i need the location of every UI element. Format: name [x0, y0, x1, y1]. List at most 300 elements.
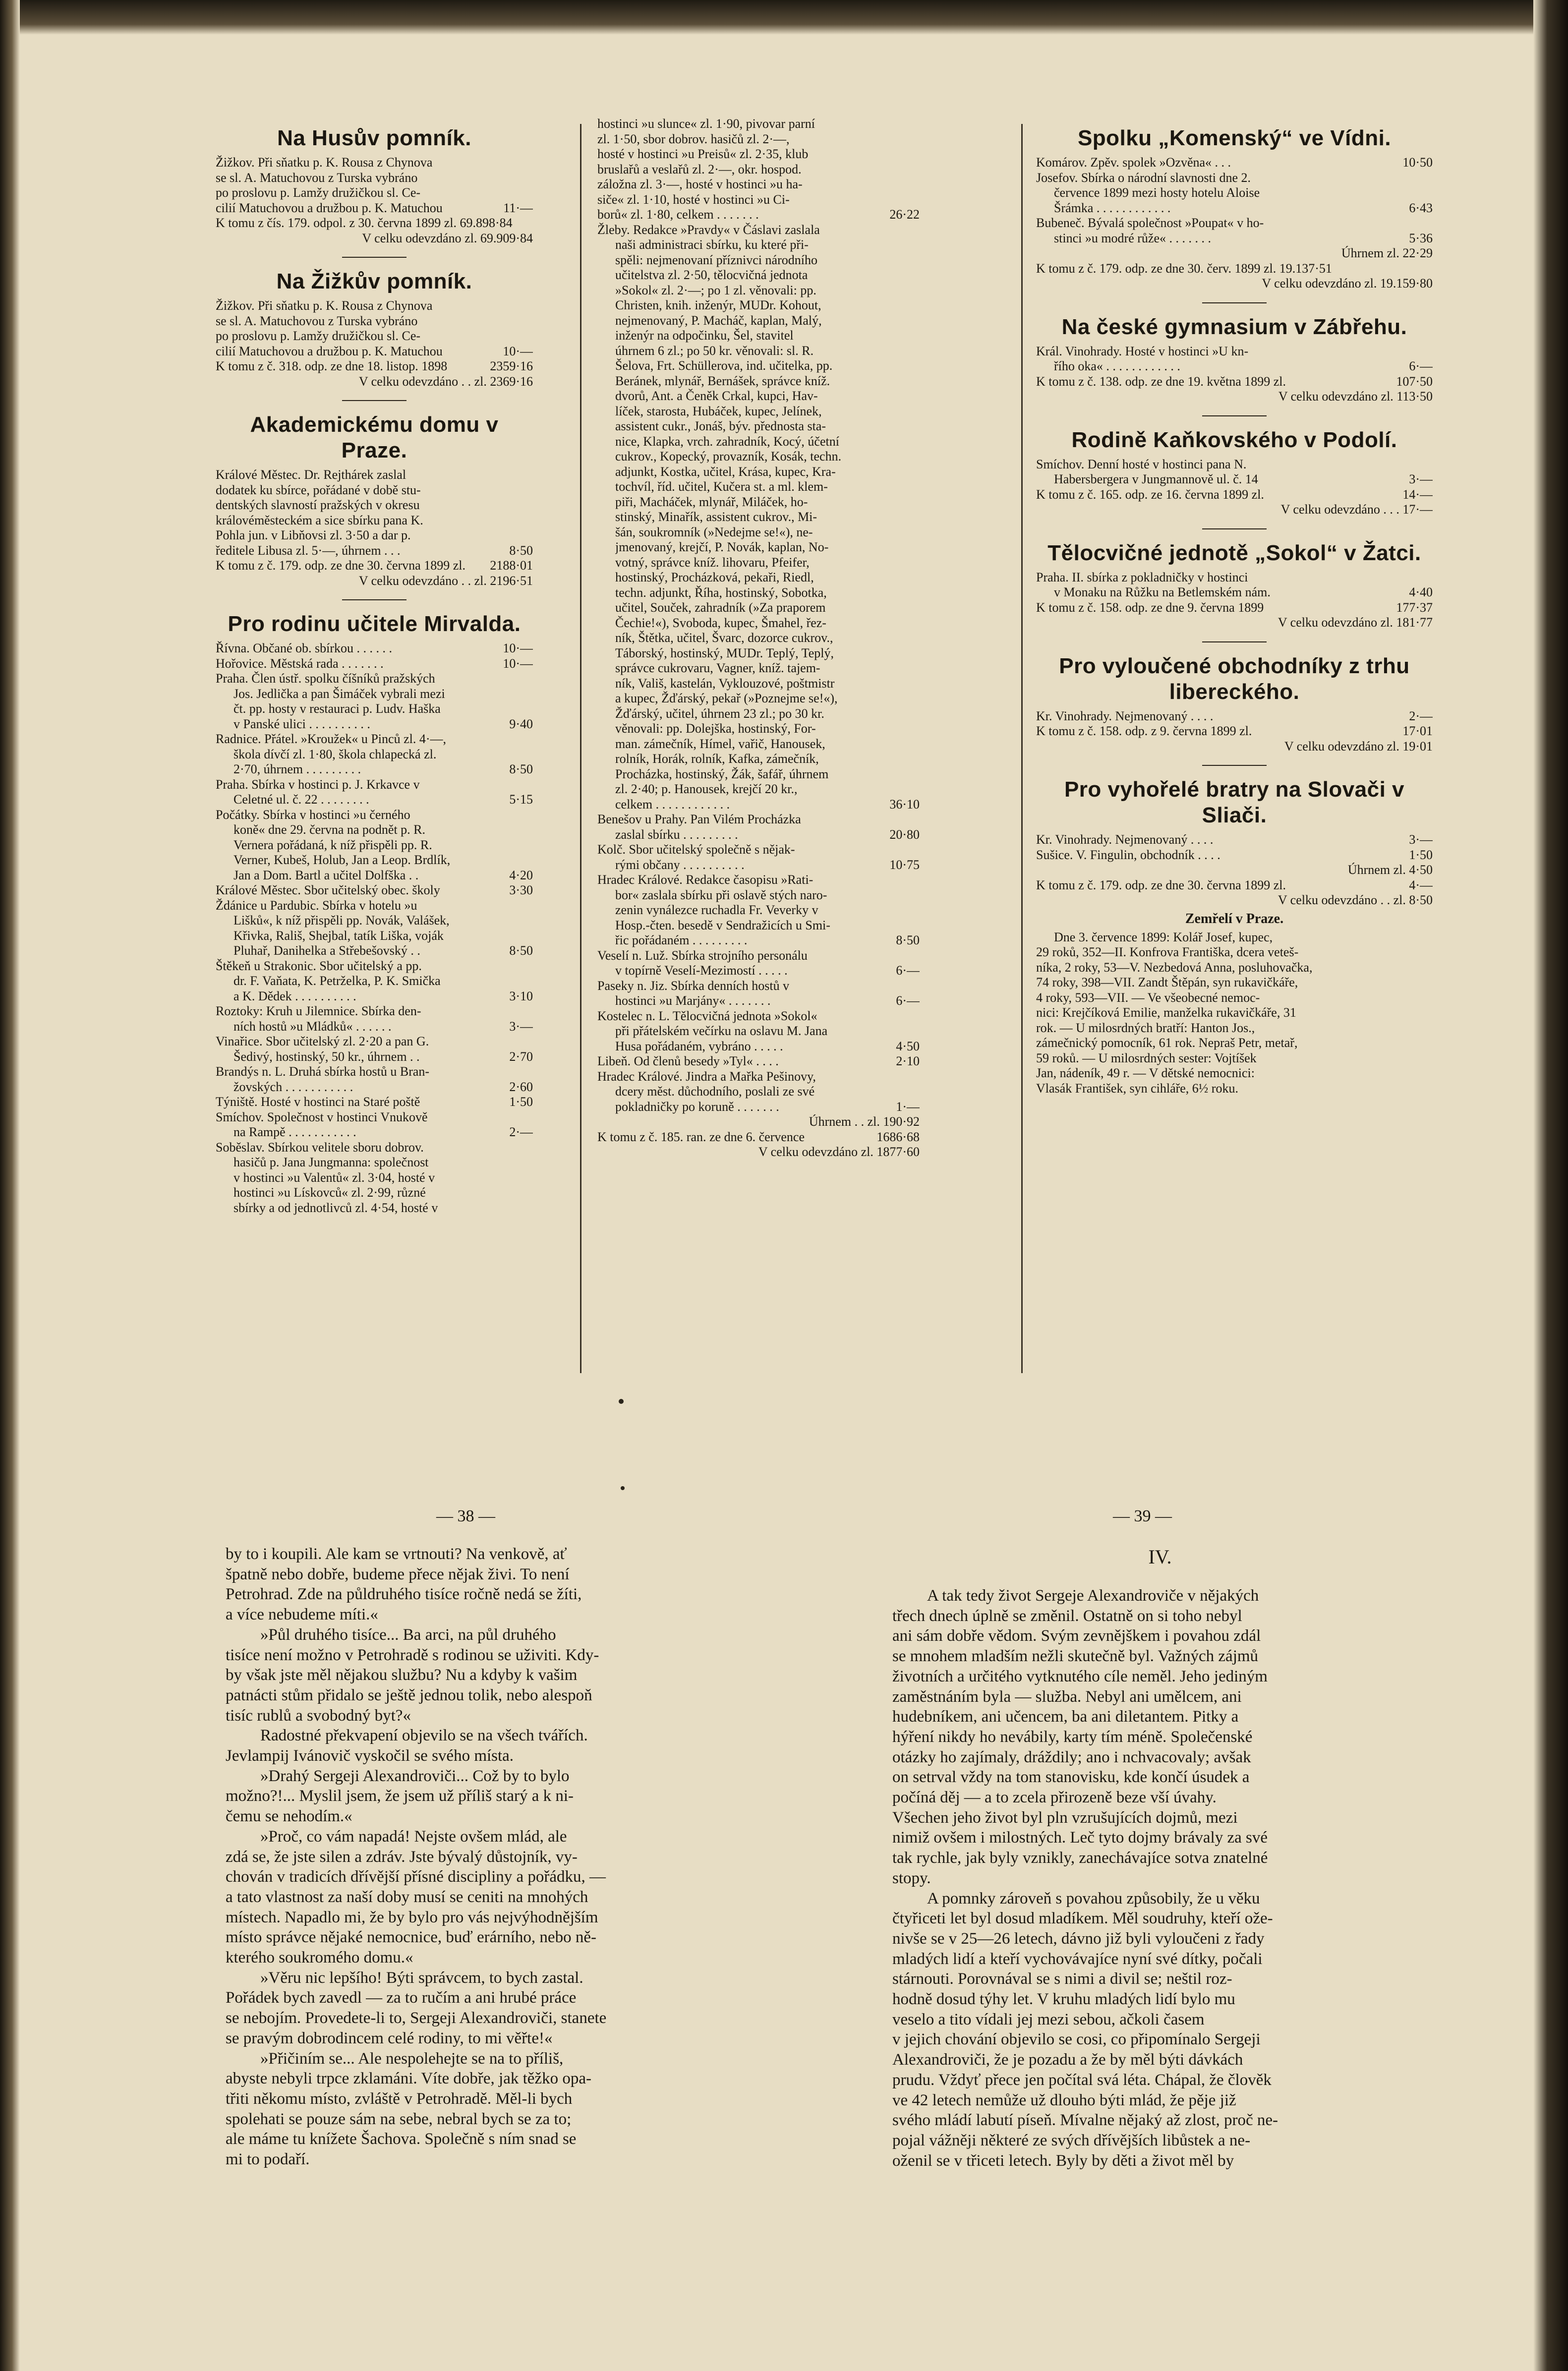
- entry-line: [597, 872, 920, 888]
- entry-line: [1036, 709, 1433, 724]
- entry-line: [597, 1024, 920, 1039]
- entry-text: Bubeneč. Bývalá společnost »Poupat« v ho-: [1036, 216, 1264, 230]
- prose-line: stárnouti. Porovnával se s nimi a divil se; neštil roz-: [892, 1970, 1232, 1988]
- prose-line: tisíce není možno v Petrohradě s rodinou se uživiti. Kdy-: [226, 1646, 599, 1664]
- entry-text: votný, správce kníž. lihovaru, Pfeifer,: [615, 555, 810, 570]
- entry-line: [597, 827, 920, 843]
- entry-line: [1036, 848, 1433, 863]
- entry-line: [216, 1140, 533, 1156]
- entry-line: [216, 1034, 533, 1049]
- entry-text: Komárov. Zpěv. spolek »Ozvěna« . . .: [1036, 155, 1231, 170]
- section-heading: Na české gymnasium v Zábřehu.: [1061, 314, 1407, 339]
- ink-mark: [619, 1399, 624, 1404]
- entry-line: [597, 646, 920, 661]
- entry-line: [597, 223, 920, 238]
- entry-text: učitelstva zl. 2·50, tělocvičná jednota: [615, 268, 808, 282]
- entry-text: zámečnický pomocník, 61 rok. Nepraš Petr, metař,: [1036, 1036, 1298, 1050]
- entry-line: [216, 883, 533, 898]
- entry-text: cukrov., Kopecký, provazník, Kosák, techn.: [615, 449, 842, 463]
- entry-line: [216, 974, 533, 989]
- entry-text: níka, 2 roky, 53—V. Nezbedová Anna, posluhovačka,: [1036, 960, 1313, 975]
- entry-text: Roztoky: Kruh u Jilemnice. Sbírka den-: [216, 1004, 421, 1018]
- entry-line: [597, 797, 920, 812]
- section-rule: [342, 257, 407, 258]
- entry-text: zl. 1·50, sbor dobrov. hasičů zl. 2·—,: [597, 131, 790, 146]
- section-rule: [1202, 528, 1267, 529]
- entry-text: a K. Dědek . . . . . . . . . .: [233, 988, 356, 1003]
- scan-left-edge: [0, 0, 20, 2371]
- entry-text: 59 roků. — U milosrdných sester: Vojtíšek: [1036, 1050, 1257, 1065]
- prose-line: počíná děj — a to zcela přirozeně beze vší úvahy.: [892, 1789, 1217, 1807]
- entry-line: [216, 928, 533, 944]
- prose-line: prudu. Vždyť přece jen počítal svá léta. Chápal, že člověk: [892, 2071, 1272, 2089]
- entry-amount: 8·50: [509, 762, 533, 776]
- prose-line: tak rychle, jak byly vznikly, zanechávajíce sotva znatelné: [892, 1849, 1268, 1867]
- prose-line: »Proč, co vám napadá! Nejste ovšem mlád, ale: [260, 1827, 567, 1846]
- entry-text: Vlasák František, syn cihláře, 6½ roku.: [1036, 1081, 1238, 1096]
- entry-line: [1036, 231, 1433, 246]
- entry-text: Vinařice. Sbor učitelský zl. 2·20 a pan G.: [216, 1034, 429, 1048]
- entry-amount: 177·37: [1396, 600, 1433, 615]
- entry-text: Křivka, Rališ, Shejbal, tatík Liška, voják: [233, 928, 444, 943]
- entry-line: [216, 717, 533, 732]
- entry-text: Benešov u Prahy. Pan Vilém Procházka: [597, 812, 801, 826]
- entry-text: Procházka, hostinský, Žák, šafář, úhrnem: [615, 766, 829, 781]
- entry-amount: 14·—: [1402, 487, 1433, 502]
- entry-text: K tomu z č. 179. odp. ze dne 30. červ. 1899 zl. 19.137·51: [1036, 261, 1332, 276]
- entry-amount: 4·20: [509, 867, 533, 882]
- prose-line: Alexandroviči, že je pozadu a že by měl býti dávkách: [892, 2051, 1243, 2069]
- entry-text: rými občany . . . . . . . . . .: [615, 857, 745, 872]
- entry-line: [597, 283, 920, 298]
- donation-column-1: [216, 116, 533, 1215]
- entry-line: [597, 479, 920, 495]
- section-heading: Tělocvičné jednotě „Sokol“ v Žatci.: [1047, 540, 1421, 565]
- entry-text: Libeň. Od členů besedy »Tyl« . . . .: [597, 1054, 779, 1068]
- entry-text: hosté v hostinci »u Preisů« zl. 2·35, klub: [597, 147, 809, 161]
- entry-line: [1036, 945, 1433, 960]
- entry-text: řího oka« . . . . . . . . . . . .: [1054, 359, 1180, 373]
- section-heading: Spolku „Komenský“ ve Vídni.: [1077, 126, 1392, 150]
- entry-line: [597, 1054, 920, 1069]
- entry-amount: 10·—: [503, 641, 533, 655]
- entry-amount: 20·80: [889, 827, 920, 842]
- total-line: [216, 374, 533, 390]
- entry-text: Josefov. Sbírka o národní slavnosti dne 2.: [1036, 170, 1251, 185]
- scan-top-edge: [0, 0, 1568, 35]
- entry-amount: 36·10: [889, 797, 920, 811]
- scan-right-edge: [1533, 0, 1568, 2371]
- entry-text: ních hostů »u Mládků« . . . . . .: [233, 1019, 392, 1034]
- total-text: V celku odevzdáno . . zl. 2196·51: [358, 573, 533, 588]
- total-line: [597, 1145, 920, 1160]
- entry-text: ředitele Libusa zl. 5·—, úhrnem . . .: [216, 543, 401, 558]
- entry-line: [597, 858, 920, 873]
- entry-text: bor« zaslala sbírku při oslavě stých naro-: [615, 887, 827, 902]
- entry-text: 74 roky, 398—VII. Zandt Štěpán, syn rukavičkáře,: [1036, 975, 1298, 989]
- entry-text: Hradec Králové. Redakce časopisu »Rati-: [597, 872, 813, 887]
- entry-text: assistent cukr., Jonáš, býv. přednosta sta-: [615, 419, 826, 433]
- entry-line: [1036, 878, 1433, 893]
- entry-line: [597, 253, 920, 268]
- entry-line: [597, 510, 920, 525]
- entry-line: [216, 344, 533, 359]
- entry-text: škola dívčí zl. 1·80, škola chlapecká zl.: [233, 747, 437, 761]
- entry-text: Králové Městec. Dr. Rejthárek zaslal: [216, 467, 407, 482]
- entry-text: Kostelec n. L. Tělocvičná jednota »Sokol«: [597, 1008, 817, 1023]
- entry-line: [597, 842, 920, 858]
- entry-text: spěli: nejmenovaní příznivci národního: [615, 252, 817, 267]
- entry-text: správce cukrovaru, Vagner, kníž. tajem-: [615, 661, 820, 675]
- entry-text: rolník, Horák, rolník, Kafka, zámečník,: [615, 752, 819, 766]
- entry-line: [1036, 724, 1433, 739]
- prose-line: ve 42 letech nemůže už dlouho býti mlád, že pěje již: [892, 2091, 1236, 2109]
- entry-amount: 1686·68: [876, 1129, 920, 1144]
- entry-amount: 4·50: [896, 1039, 920, 1053]
- entry-amount: 11·—: [503, 200, 533, 215]
- entry-amount: 8·50: [509, 543, 533, 558]
- entry-line: [1036, 472, 1433, 487]
- entry-line: [597, 888, 920, 903]
- page-number-left: — 38 —: [436, 1507, 495, 1525]
- prose-line: možno?!... Myslil jsem, že jsem už příliš starý a k ni-: [226, 1787, 574, 1805]
- entry-text: při přátelském večírku na oslavu M. Jana: [615, 1024, 828, 1038]
- entry-text: Týniště. Hosté v hostinci na Staré poště: [216, 1095, 420, 1109]
- entry-text: Christen, knih. inženýr, MUDr. Kohout,: [615, 298, 821, 312]
- entry-text: cilií Matuchovou a družbou p. K. Matuchou: [216, 344, 443, 358]
- entry-line: [597, 782, 920, 797]
- entry-text: Praha. II. sbírka z pokladničky v hostinci: [1036, 570, 1248, 584]
- entry-line: [1036, 374, 1433, 390]
- entry-line: [597, 661, 920, 676]
- entry-amount: 26·22: [889, 207, 920, 222]
- entry-text: zaslal sbírku . . . . . . . . .: [615, 827, 738, 842]
- entry-line: [1036, 990, 1433, 1006]
- entry-line: [597, 812, 920, 827]
- entry-line: [597, 358, 920, 374]
- entry-line: [216, 641, 533, 656]
- prose-line: A pomnky zároveň s povahou způsobily, že u věku: [927, 1889, 1260, 1908]
- entry-text: K tomu z čís. 179. odpol. z 30. června 1899 zl. 69.898·84: [216, 216, 513, 230]
- prose-line: stopy.: [892, 1869, 931, 1887]
- entry-text: nice, Klapka, vrch. zahradník, Kocý, účetní: [615, 434, 839, 449]
- entry-line: [216, 185, 533, 201]
- entry-line: [216, 868, 533, 883]
- prose-line: místo správce nějaké nemocnice, buď erárního, nebo ně-: [226, 1928, 596, 1947]
- entry-line: [597, 903, 920, 918]
- entry-amount: 1·50: [509, 1095, 533, 1109]
- entry-line: [597, 237, 920, 253]
- entry-text: inženýr na odpočinku, Šel, stavitel: [615, 328, 794, 343]
- entry-text: dentských slavností pražských v okresu: [216, 498, 420, 512]
- prose-line: se mnohem mladším nežli skutečně byl. Važných zájmů: [892, 1647, 1259, 1666]
- entry-amount: 2188·01: [490, 558, 533, 573]
- entry-amount: 2·60: [509, 1079, 533, 1094]
- prose-line: nivše se v 25—26 letech, dávno již byli vyloučeni z řady: [892, 1929, 1265, 1948]
- entry-amount: 6·—: [1409, 359, 1433, 373]
- donation-column-3: [1036, 116, 1433, 1096]
- prose-line: hýření nikdy ho nevábily, karty tím méně. Společenské: [892, 1728, 1253, 1746]
- entry-line: [216, 687, 533, 702]
- entry-text: dvorů, Ant. a Čeněk Crkal, kupci, Hav-: [615, 389, 818, 403]
- entry-line: [597, 495, 920, 510]
- entry-line: [597, 192, 920, 208]
- entry-text: Praha. Sbírka v hostinci p. J. Krkavce v: [216, 777, 420, 792]
- entry-text: v hostinci »u Valentů« zl. 3·04, hosté v: [233, 1170, 435, 1185]
- prose-line: a tato vlastnost za naší doby musí se ceniti na mnohých: [226, 1888, 588, 1906]
- entry-line: [1036, 1021, 1433, 1036]
- entry-text: K tomu z č. 158. odp. ze dne 9. června 1899: [1036, 600, 1264, 615]
- entry-line: [216, 201, 533, 216]
- entry-text: Brandýs n. L. Druhá sbírka hostů u Bran-: [216, 1064, 430, 1079]
- entry-text: Řívna. Občané ob. sbírkou . . . . . .: [216, 641, 393, 655]
- entry-amount: 8·50: [509, 943, 533, 958]
- entry-text: líček, starosta, Hubáček, kupec, Jelínek,: [615, 404, 822, 418]
- total-line: [1036, 246, 1433, 261]
- entry-text: dcery měst. důchodního, poslali ze své: [615, 1084, 815, 1099]
- entry-line: [1036, 261, 1433, 277]
- story-text-right: [892, 1544, 1428, 2171]
- entry-line: [1036, 344, 1433, 359]
- entry-line: [597, 162, 920, 177]
- entry-line: [597, 570, 920, 585]
- entry-line: [216, 329, 533, 344]
- prose-line: ani sám dobře vědom. Svým zevnějškem i povahou zdál: [892, 1627, 1261, 1645]
- prose-line: abyste nebyli trpce zklamáni. Víte dobře, jak těžko opa-: [226, 2070, 591, 2088]
- prose-line: pojal vážněji některé ze svých dřívějších libůstek a ne-: [892, 2131, 1251, 2149]
- prose-line: »Přičiním se... Ale nespolehejte se na to příliš,: [260, 2049, 564, 2068]
- entry-text: v Panské ulici . . . . . . . . . .: [233, 716, 370, 731]
- entry-line: [1036, 487, 1433, 503]
- chapter-number: IV.: [1148, 1546, 1172, 1568]
- entry-text: siče« zl. 1·10, hosté v hostinci »u Ci-: [597, 192, 790, 207]
- prose-line: by to i koupili. Ale kam se vrtnouti? Na venkově, ať: [226, 1545, 567, 1563]
- entry-text: na Rampě . . . . . . . . . . .: [233, 1125, 356, 1139]
- entry-text: 29 roků, 352—II. Konfrova Františka, dcera veteš-: [1036, 945, 1299, 959]
- entry-line: [216, 1155, 533, 1170]
- entry-text: se sl. A. Matuchovou z Turska vybráno: [216, 313, 418, 328]
- entry-line: [597, 585, 920, 601]
- entry-line: [597, 721, 920, 737]
- section-rule: [1202, 302, 1267, 303]
- entry-text: sbírky a od jednotlivců zl. 4·54, hosté v: [233, 1200, 438, 1215]
- entry-text: úhrnem 6 zl.; po 50 kr. věnovali: sl. R.: [615, 343, 814, 358]
- entry-line: [1036, 201, 1433, 216]
- entry-line: [1036, 1036, 1433, 1051]
- entry-text: hostinský, Procházková, pekaři, Riedl,: [615, 570, 814, 584]
- entry-amount: 4·—: [1409, 877, 1433, 892]
- total-text: V celku odevzdáno zl. 181·77: [1278, 615, 1433, 630]
- total-text: V celku odevzdáno . . zl. 2369·16: [358, 374, 533, 389]
- entry-text: Žižkov. Při sňatku p. K. Rousa z Chynova: [216, 155, 433, 170]
- entry-text: žovských . . . . . . . . . . .: [233, 1079, 353, 1094]
- entry-line: [597, 1009, 920, 1024]
- entry-line: [597, 1099, 920, 1115]
- total-line: [1036, 615, 1433, 631]
- entry-line: [216, 359, 533, 374]
- entry-amount: 2359·16: [490, 359, 533, 373]
- entry-text: koně« dne 29. června na podnět p. R.: [233, 822, 426, 837]
- entry-text: věnovali: pp. Dolejška, hostinský, For-: [615, 721, 816, 736]
- entry-line: [216, 732, 533, 747]
- entry-line: [216, 1110, 533, 1125]
- total-text: V celku odevzdáno zl. 69.909·84: [362, 231, 533, 245]
- section-heading: Na Žižkův pomník.: [276, 269, 472, 293]
- prose-line: Petrohrad. Zde na půldruhého tisíce ročně nedá se žíti,: [226, 1585, 582, 1604]
- entry-line: [216, 853, 533, 868]
- section-rule: [1202, 641, 1267, 642]
- section-rule: [1202, 765, 1267, 766]
- entry-line: [1036, 832, 1433, 848]
- entry-line: [216, 498, 533, 513]
- entry-line: [1036, 185, 1433, 201]
- entry-text: v topírně Veselí-Mezimostí . . . . .: [615, 963, 788, 978]
- entry-text: Paseky n. Jiz. Sbírka denních hostů v: [597, 978, 790, 993]
- entry-line: [1036, 1081, 1433, 1097]
- entry-text: Habersbergera v Jungmannově ul. č. 14: [1054, 472, 1258, 486]
- entry-line: [216, 1125, 533, 1140]
- entry-text: tochvíl, říd. učitel, Kučera st. a ml. klem-: [615, 479, 828, 494]
- prose-line: kterého soukromého domu.«: [226, 1949, 413, 1967]
- entry-line: [216, 777, 533, 793]
- entry-text: Vernera pořádaná, k níž přispěli pp. R.: [233, 837, 432, 852]
- entry-text: Husa pořádaném, vybráno . . . . .: [615, 1039, 783, 1053]
- entry-text: hostinci »u slunce« zl. 1·90, pivovar parní: [597, 116, 815, 131]
- entry-line: [216, 671, 533, 687]
- entry-line: [216, 1095, 533, 1110]
- entry-line: [216, 1080, 533, 1095]
- entry-text: července 1899 mezi hosty hotelu Aloise: [1054, 185, 1260, 200]
- entry-text: stinský, Minařík, assistent cukrov., Mi-: [615, 510, 817, 524]
- entry-text: ník, Vališ, kastelán, Vyklouzové, poštmistr: [615, 676, 835, 691]
- prose-line: on setrval vždy na tom stanovisku, kde končí úsudek a: [892, 1768, 1250, 1787]
- entry-line: [216, 838, 533, 853]
- entry-text: Jos. Jedlička a pan Šimáček vybrali mezi: [233, 686, 445, 701]
- entry-text: Pluhař, Danihelka a Střebešovský . .: [233, 943, 420, 958]
- entry-amount: 10·—: [503, 344, 533, 358]
- entry-line: [597, 389, 920, 404]
- total-line: [1036, 863, 1433, 878]
- section-heading: Na Husův pomník.: [277, 126, 471, 150]
- entry-amount: 3·30: [509, 883, 533, 897]
- entry-text: Hradec Králové. Jindra a Mařka Pešinovy,: [597, 1069, 816, 1084]
- entry-line: [597, 207, 920, 223]
- entry-line: [216, 989, 533, 1004]
- entry-text: K tomu z č. 185. ran. ze dne 6. července: [597, 1129, 805, 1144]
- entry-line: [216, 558, 533, 574]
- entry-text: hasičů p. Jana Jungmanna: společnost: [233, 1155, 429, 1169]
- prose-line: otázky ho zajímaly, dráždily; ano i nchvacovaly; avšak: [892, 1748, 1251, 1766]
- entry-text: Ždánice u Pardubic. Sbírka v hotelu »u: [216, 898, 417, 913]
- section-heading: Pro vyhořelé bratry na Slovači v Sliači.: [1064, 777, 1405, 827]
- entry-line: [597, 132, 920, 147]
- entry-text: po proslovu p. Lamžy družičkou sl. Ce-: [216, 185, 421, 200]
- entry-line: [597, 979, 920, 994]
- prose-line: patnácti stům přidalo se ještě jednou tolik, nebo alespoň: [226, 1686, 592, 1704]
- prose-line: Jevlampij Ivánovič vyskočil se svého místa.: [226, 1747, 514, 1765]
- total-text: V celku odevzdáno zl. 19·01: [1284, 739, 1433, 753]
- section-rule: [342, 599, 407, 600]
- entry-line: [216, 298, 533, 314]
- entry-text: řic pořádaném . . . . . . . . .: [615, 933, 748, 947]
- entry-text: Soběslav. Sbírkou velitele sboru dobrov.: [216, 1140, 424, 1155]
- total-line: [1036, 276, 1433, 291]
- section-rule: [342, 400, 407, 401]
- entry-line: [597, 933, 920, 948]
- entry-text: ník, Štětka, učitel, Švarc, dozorce cukrov.,: [615, 631, 833, 645]
- prose-line: spolehati se pouze sám na sebe, nebral bych se za to;: [226, 2110, 572, 2128]
- entry-text: bruslařů a veslařů zl. 2·—, okr. hospod.: [597, 162, 802, 176]
- entry-text: pokladničky po koruně . . . . . . .: [615, 1099, 779, 1114]
- entry-line: [1036, 359, 1433, 374]
- entry-line: [1036, 216, 1433, 231]
- entry-text: Veselí n. Luž. Sbírka strojního personálu: [597, 948, 808, 963]
- entry-line: [597, 616, 920, 631]
- entry-text: Praha. Člen ústř. spolku číšníků pražských: [216, 671, 435, 686]
- prose-line: mladých lidí a kteří vychovávajíce nyní své dítky, počali: [892, 1950, 1263, 1968]
- entry-line: [597, 706, 920, 722]
- total-text: Úhrnem . . zl. 190·92: [809, 1114, 920, 1129]
- entry-amount: 5·36: [1409, 231, 1433, 245]
- entry-text: Král. Vinohrady. Hosté v hostinci »U kn-: [1036, 344, 1249, 358]
- entry-line: [1036, 570, 1433, 585]
- entry-line: [597, 948, 920, 964]
- entry-line: [597, 555, 920, 571]
- entry-text: piři, Macháček, mlynář, Miláček, ho-: [615, 494, 808, 509]
- entry-line: [216, 467, 533, 483]
- prose-line: nimiž ovšem i milostných. Leč tyto dojmy brávaly za své: [892, 1829, 1268, 1847]
- total-line: [597, 1114, 920, 1130]
- entry-line: [216, 528, 533, 543]
- entry-text: 4 roky, 593—VII. — Ve všeobecné nemoc-: [1036, 990, 1260, 1005]
- prose-line: v jejich chování objevilo se cosi, co připomínalo Sergeji: [892, 2030, 1261, 2049]
- entry-text: Čechie!«), Svoboda, kupec, Šmahel, řez-: [615, 615, 826, 630]
- prose-line: hodně dosud týhy let. V kruhu mladých lidí bylo mu: [892, 1990, 1235, 2009]
- entry-text: nici: Krejčíková Emilie, manželka rukavičkáře, 31: [1036, 1005, 1296, 1020]
- entry-text: Lišků«, k níž přispěli pp. Novák, Valášek,: [233, 913, 450, 927]
- prose-line: Radostné překvapení objevilo se na všech tvářích.: [260, 1727, 588, 1745]
- entry-amount: 3·—: [509, 1019, 533, 1034]
- entry-text: učitel, Souček, zahradník (»Za praporem: [615, 600, 826, 615]
- entry-text: Kr. Vinohrady. Nejmenovaný . . . .: [1036, 708, 1214, 723]
- total-line: [216, 231, 533, 246]
- entry-text: královéměsteckém a sice sbírku pana K.: [216, 513, 423, 527]
- entry-line: [216, 216, 533, 231]
- entry-amount: 1·50: [1409, 847, 1433, 862]
- prose-line: by však jste měl nějakou službu? Nu a kdyby k vašim: [226, 1666, 578, 1684]
- entry-line: [216, 1004, 533, 1019]
- entry-text: po proslovu p. Lamžy družičkou sl. Ce-: [216, 329, 421, 343]
- column-divider: [580, 124, 581, 1373]
- entry-text: jmenovaný, krejčí, P. Novák, kaplan, No-: [615, 540, 829, 554]
- prose-line: chován v tradicích dřívější přísné discipliny a pořádku, —: [226, 1868, 606, 1886]
- total-line: [1036, 739, 1433, 754]
- entry-text: Jan, nádeník, 49 r. — V dětské nemocnici:: [1036, 1066, 1255, 1080]
- entry-amount: 6·—: [896, 993, 920, 1008]
- entry-text: Žďárský, učitel, úhrnem 23 zl.; po 30 kr.: [615, 706, 824, 721]
- entry-text: K tomu z č. 179. odp. ze dne 30. června 1899 zl.: [1036, 877, 1286, 892]
- entry-text: Počátky. Sbírka v hostinci »u černého: [216, 807, 410, 822]
- entry-line: [216, 792, 533, 808]
- entry-text: nejmenovaný, P. Macháč, kaplan, Malý,: [615, 313, 822, 328]
- entry-text: Žižkov. Při sňatku p. K. Rousa z Chynova: [216, 298, 433, 313]
- entry-text: »Sokol« zl. 2·—; po 1 zl. věnovali: pp.: [615, 283, 816, 297]
- prose-line: čtyřiceti let byl dosud mladíkem. Měl soudruhy, kteří ože-: [892, 1909, 1273, 1928]
- entry-line: [597, 525, 920, 540]
- entry-line: [216, 913, 533, 928]
- entry-text: dodatek ku sbírce, pořádané v době stu-: [216, 482, 421, 497]
- prose-line: Všechen jeho život byl pln vzrušujících dojmů, mezi: [892, 1808, 1238, 1827]
